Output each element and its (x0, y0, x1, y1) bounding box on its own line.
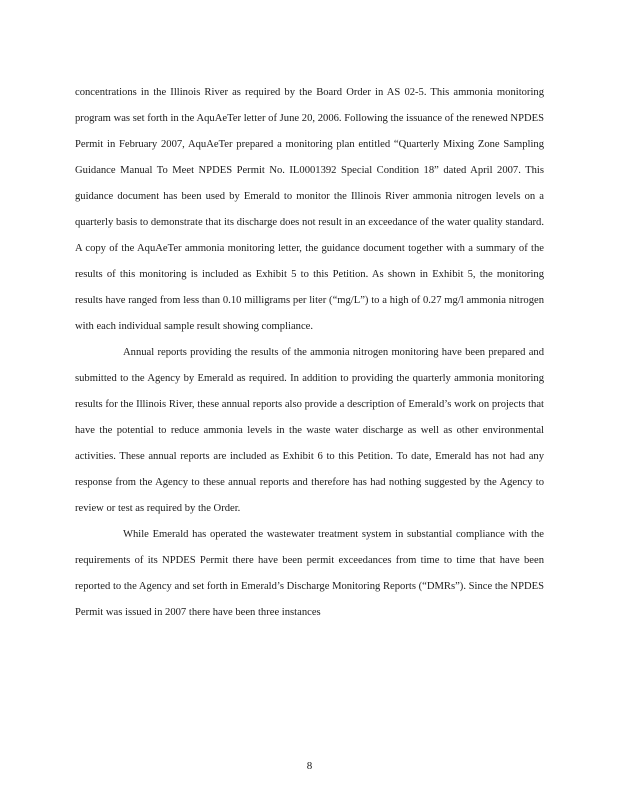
paragraph-1: concentrations in the Illinois River as required by the Board Order in AS 02-5. This ammonia monitoring program was set forth in the AquAeTer letter of June 20, 2006. Following the issuance of the renewed NPDES Permit in February 2007, AquAeTer prepared a monitoring plan entitled “Quarterly Mixing Zone Sampling Guidance Manual To Meet NPDES Permit No. IL0001392 Special Condition 18” dated April 2007. This guidance document has been used by Emerald to monitor the Illinois River ammonia nitrogen levels on a quarterly basis to demonstrate that its discharge does not result in an exceedance of the water quality standard. A copy of the AquAeTer ammonia monitoring letter, the guidance document together with a summary of the results of this monitoring is included as Exhibit 5 to this Petition. As shown in Exhibit 5, the monitoring results have ranged from less than 0.10 milligrams per liter (“mg/L”) to a high of 0.27 mg/l ammonia nitrogen with each individual sample result showing compliance. (75, 87, 544, 332)
paragraph-2: Annual reports providing the results of the ammonia nitrogen monitoring have been prepared and submitted to the Agency by Emerald as required. In addition to providing the quarterly ammonia monitoring results for the Illinois River, these annual reports also provide a description of Emerald’s work on projects that have the potential to reduce ammonia levels in the waste water discharge as well as other environmental activities. These annual reports are included as Exhibit 6 to this Petition. To date, Emerald has not had any response from the Agency to these annual reports and therefore has had nothing suggested by the Agency to review or test as required by the Order. (75, 347, 544, 514)
page-number: 8 (306, 760, 313, 772)
body-text (75, 80, 544, 626)
paragraph-3: While Emerald has operated the wastewater treatment system in substantial compliance with the requirements of its NPDES Permit there have been permit exceedances from time to time that have been reported to the Agency and set forth in Emerald’s Discharge Monitoring Reports (“DMRs”). Since the NPDES Permit was issued in 2007 there have been three instances (75, 529, 544, 618)
